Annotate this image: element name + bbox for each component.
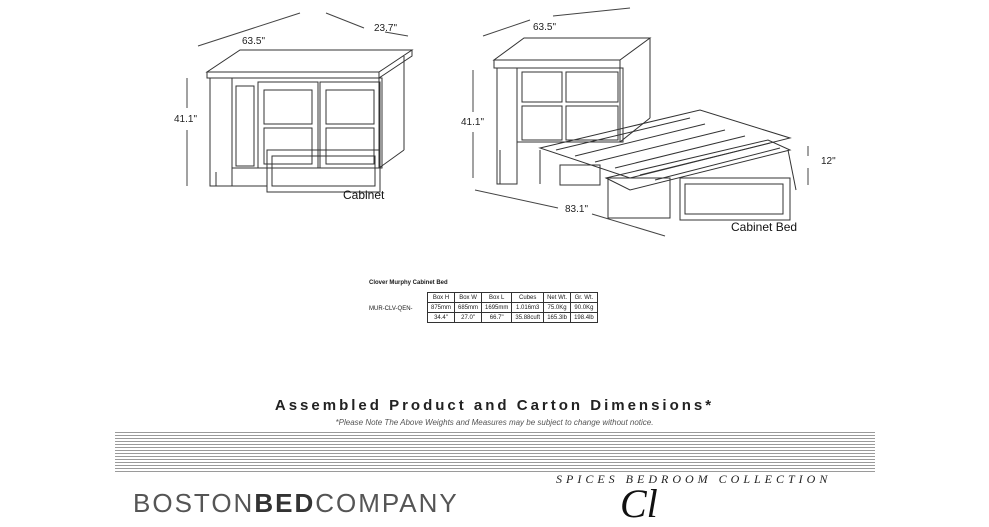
spec-model-code: MUR-CLV-QEN- — [369, 306, 413, 312]
spec-header-cell: Net Wt. — [544, 293, 571, 303]
spec-cell: 34.4" — [428, 313, 455, 323]
brand-left: BOSTON — [133, 488, 255, 518]
cabinet-caption: Cabinet — [343, 188, 385, 202]
cabinet-bed-dimension-lines — [473, 8, 808, 236]
bed-leg-label: 12" — [821, 156, 836, 167]
spec-header-row — [428, 293, 598, 303]
spec-table — [427, 292, 598, 323]
spec-cell: 875mm — [428, 303, 455, 313]
spec-cell: 27.0" — [455, 313, 482, 323]
spec-cell: 75.0Kg — [544, 303, 571, 313]
spec-cell: 685mm — [455, 303, 482, 313]
brand-logo — [133, 488, 459, 519]
spec-header-cell: Box L — [482, 293, 512, 303]
cabinet-height-label: 41.1" — [174, 114, 198, 125]
spec-cell: 1695mm — [482, 303, 512, 313]
cabinet-depth-label: 23.7" — [374, 23, 398, 34]
script-title: Cl — [620, 481, 658, 526]
decorative-stripes — [115, 432, 875, 472]
spec-cell: 165.3lb — [544, 313, 571, 323]
spec-cell: 198.4lb — [571, 313, 598, 323]
dimensions-heading: Assembled Product and Carton Dimensions* — [274, 397, 715, 414]
bed-height-label: 41.1" — [461, 117, 485, 128]
bed-width-label: 63.5" — [533, 22, 557, 33]
cabinet-width-label: 63.5" — [242, 36, 266, 47]
brand-bold: BED — [254, 488, 316, 518]
bed-caption: Cabinet Bed — [731, 220, 798, 234]
collection-title: SPICES BEDROOM COLLECTION — [556, 472, 832, 486]
spec-cell: 66.7" — [482, 313, 512, 323]
spec-header-cell: Box W — [455, 293, 482, 303]
cabinet-bed-drawing — [494, 38, 796, 220]
spec-cell: 1.016m3 — [512, 303, 544, 313]
table-row — [428, 313, 598, 323]
brand-right: COMPANY — [315, 488, 459, 518]
spec-cell: 90.0Kg — [571, 303, 598, 313]
spec-header-cell: Box H — [428, 293, 455, 303]
spec-header-cell: Gr. Wt. — [571, 293, 598, 303]
spec-cell: 35.88cuft — [512, 313, 544, 323]
bed-length-label: 83.1" — [565, 204, 589, 215]
spec-title: Clover Murphy Cabinet Bed — [369, 280, 448, 286]
cabinet-drawing — [207, 50, 412, 192]
spec-header-cell: Cubes — [512, 293, 544, 303]
disclaimer-note: *Please Note The Above Weights and Measures may be subject to change without notice. — [335, 418, 654, 427]
table-row — [428, 303, 598, 313]
